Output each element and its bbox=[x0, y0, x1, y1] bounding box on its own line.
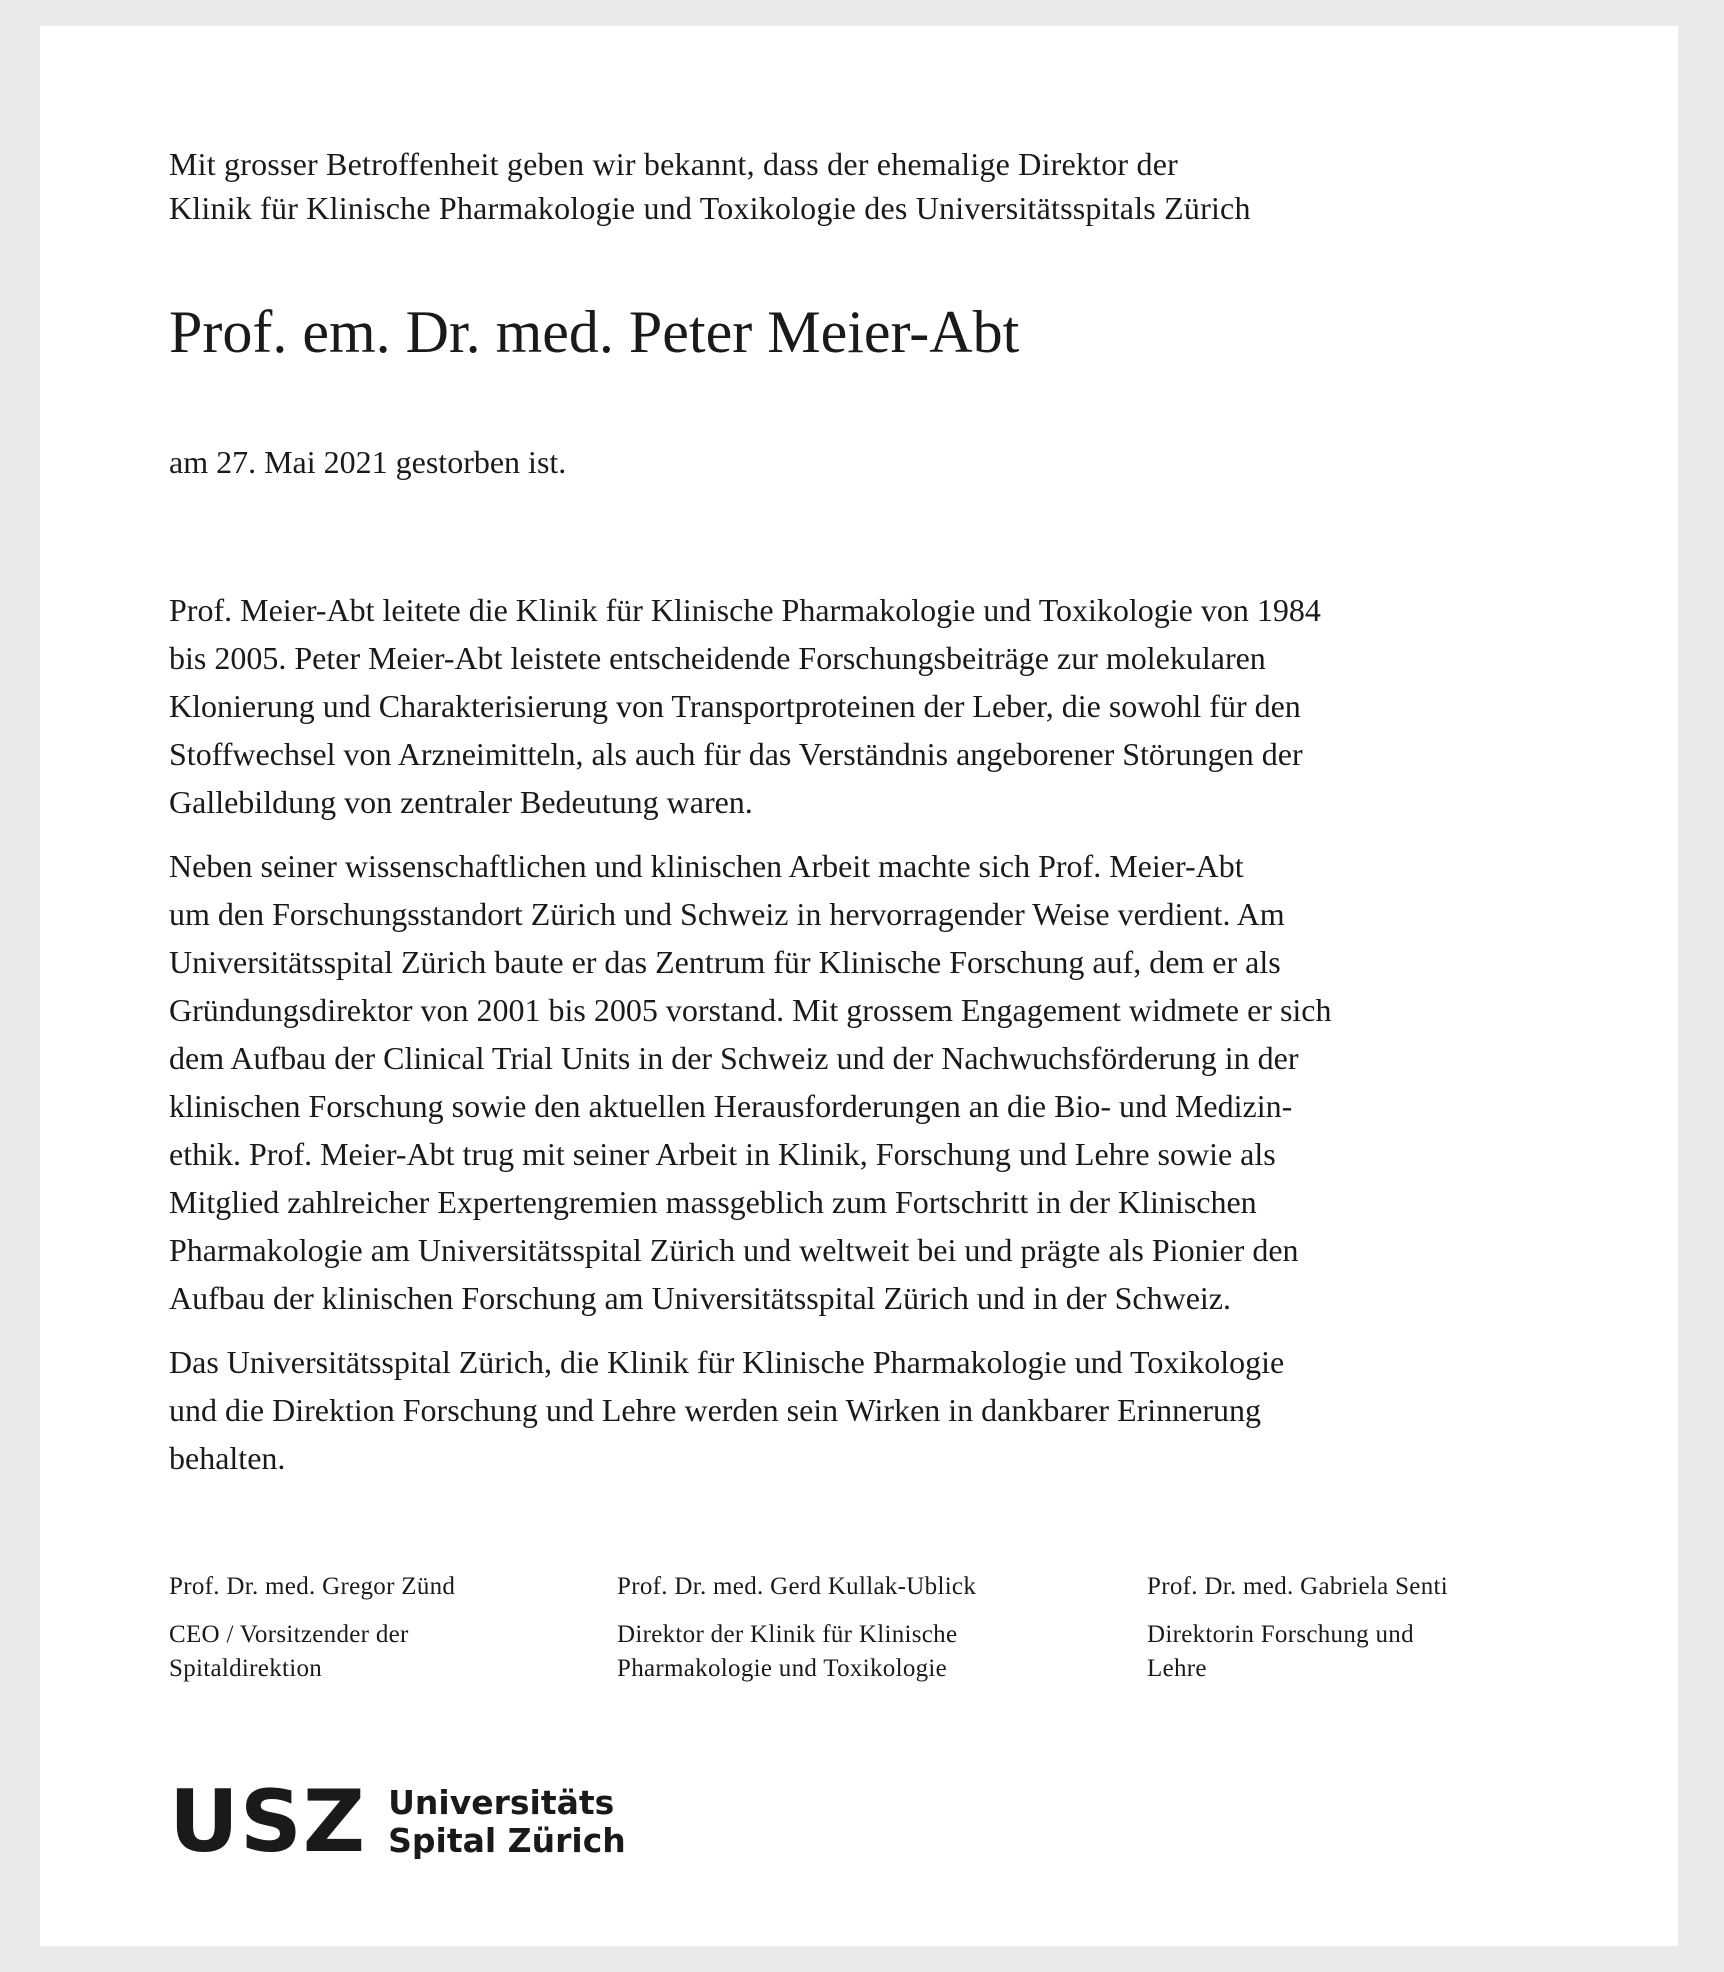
deceased-name: Prof. em. Dr. med. Peter Meier-Abt bbox=[169, 299, 1020, 365]
signatory-name: Prof. Dr. med. Gerd Kullak-Ublick bbox=[617, 1573, 977, 1600]
intro-line: Mit grosser Betroffenheit geben wir bekannt, dass der ehemalige Direktor der bbox=[169, 146, 1178, 182]
signatory-role-line: Pharmakologie und Toxikologie bbox=[617, 1655, 948, 1682]
signatory bbox=[1147, 1570, 1448, 1686]
usz-logo-icon bbox=[169, 1772, 626, 1872]
signatory-name: Prof. Dr. med. Gregor Zünd bbox=[169, 1573, 456, 1600]
obituary-body bbox=[169, 586, 1569, 1498]
body-line: dem Aufbau der Clinical Trial Units in der Schweiz und der Nachwuchsförderung in der bbox=[169, 1040, 1299, 1076]
body-paragraph-3 bbox=[169, 1338, 1569, 1482]
body-paragraph-1 bbox=[169, 586, 1569, 826]
signatory-role bbox=[169, 1618, 455, 1686]
body-line: Gründungsdirektor von 2001 bis 2005 vorstand. Mit grossem Engagement widmete er sich bbox=[169, 992, 1332, 1028]
signatory-name: Prof. Dr. med. Gabriela Senti bbox=[1147, 1573, 1448, 1600]
body-line: Klonierung und Charakterisierung von Transportproteinen der Leber, die sowohl für den bbox=[169, 688, 1301, 724]
body-line: bis 2005. Peter Meier-Abt leistete entscheidende Forschungsbeiträge zur molekularen bbox=[169, 640, 1266, 676]
body-line: ethik. Prof. Meier-Abt trug mit seiner Arbeit in Klinik, Forschung und Lehre sowie als bbox=[169, 1136, 1276, 1172]
signatory bbox=[617, 1570, 976, 1686]
body-line: Universitätsspital Zürich baute er das Zentrum für Klinische Forschung auf, dem er als bbox=[169, 944, 1281, 980]
body-line: Pharmakologie am Universitätsspital Zürich und weltweit bei und prägte als Pionier den bbox=[169, 1232, 1299, 1268]
logo-wordmark bbox=[388, 1784, 626, 1860]
body-paragraph-2 bbox=[169, 842, 1569, 1322]
body-line: klinischen Forschung sowie den aktuellen Herausforderungen an die Bio- und Medizin- bbox=[169, 1088, 1293, 1124]
signatory-role-line: Spitaldirektion bbox=[169, 1655, 323, 1682]
body-line: Das Universitätsspital Zürich, die Klinik für Klinische Pharmakologie und Toxikologie bbox=[169, 1344, 1285, 1380]
body-line: Prof. Meier-Abt leitete die Klinik für Klinische Pharmakologie und Toxikologie von 1984 bbox=[169, 592, 1321, 628]
intro-text bbox=[169, 142, 1251, 230]
date-of-death: am 27. Mai 2021 gestorben ist. bbox=[169, 444, 567, 480]
body-line: behalten. bbox=[169, 1440, 286, 1476]
signatory-role-line: Lehre bbox=[1147, 1655, 1207, 1682]
body-line: Neben seiner wissenschaftlichen und klinischen Arbeit machte sich Prof. Meier-Abt bbox=[169, 848, 1244, 884]
signatories bbox=[169, 1570, 1569, 1690]
body-line: und die Direktion Forschung und Lehre werden sein Wirken in dankbarer Erinnerung bbox=[169, 1392, 1262, 1428]
logo-text-line: Spital Zürich bbox=[388, 1821, 626, 1860]
signatory bbox=[169, 1570, 455, 1686]
body-line: Aufbau der klinischen Forschung am Universitätsspital Zürich und in der Schweiz. bbox=[169, 1280, 1231, 1316]
body-line: Stoffwechsel von Arzneimitteln, als auch für das Verständnis angeborener Störungen der bbox=[169, 736, 1303, 772]
signatory-role-line: CEO / Vorsitzender der bbox=[169, 1621, 409, 1648]
obituary-notice bbox=[40, 26, 1678, 1946]
body-line: Gallebildung von zentraler Bedeutung waren. bbox=[169, 784, 753, 820]
signatory-role bbox=[1147, 1618, 1448, 1686]
logo-text-line: Universitäts bbox=[388, 1783, 615, 1822]
body-line: um den Forschungsstandort Zürich und Schweiz in hervorragender Weise verdient. Am bbox=[169, 896, 1285, 932]
signatory-role-line: Direktorin Forschung und bbox=[1147, 1621, 1414, 1648]
intro-line: Klinik für Klinische Pharmakologie und Toxikologie des Universitätsspitals Zürich bbox=[169, 190, 1251, 226]
logo-mark: USZ bbox=[169, 1772, 367, 1872]
body-line: Mitglied zahlreicher Expertengremien massgeblich zum Fortschritt in der Klinischen bbox=[169, 1184, 1257, 1220]
signatory-role-line: Direktor der Klinik für Klinische bbox=[617, 1621, 958, 1648]
signatory-role bbox=[617, 1618, 976, 1686]
